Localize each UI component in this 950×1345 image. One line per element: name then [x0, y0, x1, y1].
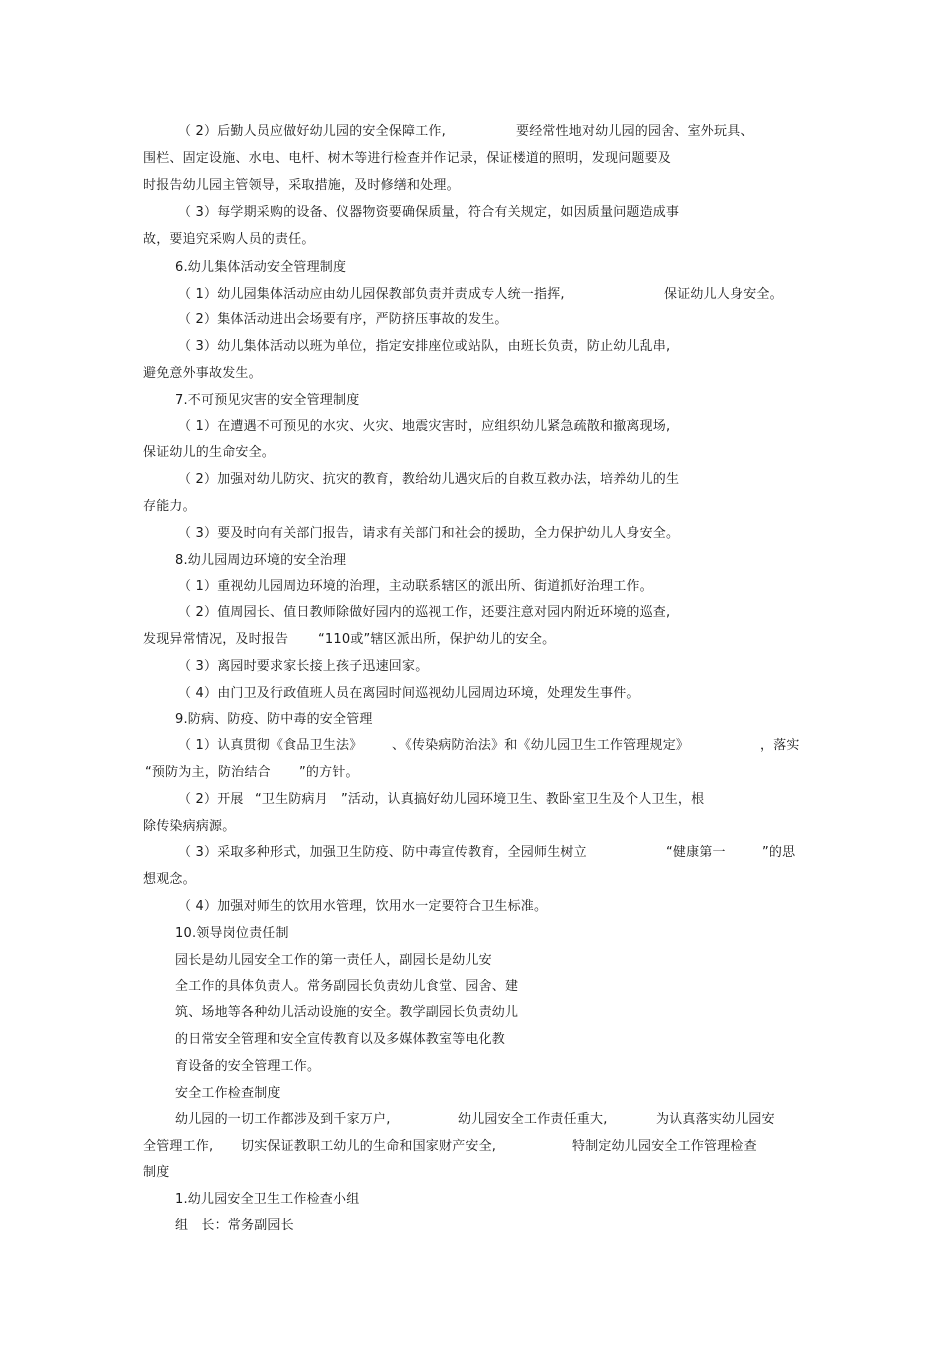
- text-line: [178, 844, 587, 862]
- text-segment: “110或”辖区派出所，保护幼儿的安全。: [318, 632, 556, 647]
- text-line: [143, 1138, 213, 1156]
- text-line: [143, 498, 196, 516]
- text-segment: 切实保证教职工幼儿的生命和国家财产安全,: [241, 1139, 497, 1154]
- text-segment: 存能力。: [143, 499, 196, 514]
- text-segment: （ 3）采取多种形式，加强卫生防疫、防中毒宣传教育，全园师生树立: [178, 845, 587, 860]
- text-segment: 制度: [143, 1165, 170, 1180]
- text-line: [143, 871, 196, 889]
- text-segment: 9.防病、防疫、防中毒的安全管理: [175, 712, 373, 727]
- text-segment: （ 1）幼儿园集体活动应由幼儿园保教部负责并责成专人统一指挥,: [178, 287, 565, 302]
- text-line: [175, 1217, 294, 1235]
- text-line: [143, 150, 671, 168]
- text-line: [178, 525, 679, 543]
- text-line: [178, 471, 679, 489]
- text-line: [178, 685, 640, 703]
- text-segment: 1.幼儿园安全卫生工作检查小组: [175, 1192, 360, 1207]
- text-segment: （ 3）每学期采购的设备、仪器物资要确保质量，符合有关规定，如因质量问题造成事: [178, 205, 680, 220]
- text-line: [762, 844, 795, 862]
- text-segment: 时报告幼儿园主管领导，采取措施，及时修缮和处理。: [143, 178, 460, 193]
- text-segment: 园长是幼儿园安全工作的第一责任人，副园长是幼儿安: [175, 953, 492, 968]
- text-segment: （ 2）值周园长、值日教师除做好园内的巡视工作，还要注意对园内附近环境的巡查,: [178, 605, 671, 620]
- text-line: [143, 177, 460, 195]
- text-segment: ，落实: [760, 738, 800, 753]
- text-segment: 组 长：常务副园长: [175, 1218, 294, 1233]
- text-line: [241, 1138, 496, 1156]
- text-line: [178, 418, 670, 436]
- text-segment: 8.幼儿园周边环境的安全治理: [175, 553, 347, 568]
- text-segment: 全工作的具体负责人。常务副园长负责幼儿食堂、园舍、建: [175, 979, 519, 994]
- section-heading: [175, 925, 289, 943]
- text-line: [178, 338, 670, 356]
- text-line: [516, 123, 754, 141]
- section-heading: [175, 392, 359, 410]
- text-segment: 筑、场地等各种幼儿活动设施的安全。教学副园长负责幼儿: [175, 1005, 519, 1020]
- section-heading: [175, 1191, 359, 1209]
- text-segment: 幼儿园安全工作责任重大,: [458, 1112, 608, 1127]
- text-segment: 特制定幼儿园安全工作管理检查: [572, 1139, 757, 1154]
- text-segment: 幼儿园的一切工作都涉及到千家万户,: [175, 1112, 391, 1127]
- section-heading: [175, 711, 373, 729]
- text-line: [178, 898, 547, 916]
- text-line: [175, 1058, 320, 1076]
- text-line: [656, 1111, 775, 1129]
- text-line: [178, 286, 565, 304]
- text-line: [143, 631, 288, 649]
- text-segment: （ 2）后勤人员应做好幼儿园的安全保障工作,: [178, 124, 446, 139]
- text-segment: “卫生防病月: [255, 792, 328, 807]
- text-segment: ”的方针。: [299, 765, 359, 780]
- text-segment: （ 1）认真贯彻《食品卫生法》: [178, 738, 363, 753]
- text-line: [145, 764, 271, 782]
- text-segment: （ 3）要及时向有关部门报告，请求有关部门和社会的援助，全力保护幼儿人身安全。: [178, 526, 680, 541]
- text-line: [178, 311, 508, 329]
- text-line: [760, 737, 800, 755]
- text-segment: ”的思: [762, 845, 796, 860]
- text-segment: 6.幼儿集体活动安全管理制度: [175, 260, 347, 275]
- text-line: [175, 1031, 505, 1049]
- text-segment: （ 2）加强对幼儿防灾、抗灾的教育，教给幼儿遇灾后的自救互救办法，培养幼儿的生: [178, 472, 680, 487]
- text-line: [572, 1138, 757, 1156]
- text-line: [318, 631, 555, 649]
- text-line: [175, 952, 492, 970]
- text-line: [175, 978, 518, 996]
- text-line: [178, 604, 670, 622]
- text-line: [178, 578, 653, 596]
- text-line: [143, 818, 235, 836]
- text-segment: 发现异常情况，及时报告: [143, 632, 289, 647]
- text-line: [178, 791, 244, 809]
- text-line: [175, 1111, 391, 1129]
- text-segment: 保证幼儿的生命安全。: [143, 445, 276, 460]
- text-segment: 故，要追究采购人员的责任。: [143, 232, 315, 247]
- text-line: [143, 1164, 169, 1182]
- text-segment: （ 1）在遭遇不可预见的水灾、火灾、地震灾害时，应组织幼儿紧急疏散和撤离现场,: [178, 419, 671, 434]
- text-line: [255, 791, 328, 809]
- text-segment: “预防为主，防治结合: [145, 765, 271, 780]
- text-segment: 为认真落实幼儿园安: [656, 1112, 775, 1127]
- section-heading: [175, 1085, 281, 1103]
- text-segment: （ 3）离园时要求家长接上孩子迅速回家。: [178, 659, 429, 674]
- text-segment: 的日常安全管理和安全宣传教育以及多媒体教室等电化教: [175, 1032, 506, 1047]
- text-line: [666, 844, 726, 862]
- text-segment: 要经常性地对幼儿园的园舍、室外玩具、: [516, 124, 754, 139]
- text-segment: 除传染病病源。: [143, 819, 236, 834]
- text-line: [178, 737, 362, 755]
- text-line: [299, 764, 359, 782]
- text-line: [178, 658, 428, 676]
- text-segment: 、《传染病防治法》和《幼儿园卫生工作管理规定》: [392, 738, 690, 753]
- text-line: [178, 123, 446, 141]
- text-segment: 避免意外事故发生。: [143, 366, 262, 381]
- text-line: [178, 204, 679, 222]
- text-segment: 10.领导岗位责任制: [175, 926, 289, 941]
- text-segment: 育设备的安全管理工作。: [175, 1059, 321, 1074]
- text-segment: （ 4）由门卫及行政值班人员在离园时间巡视幼儿园周边环境，处理发生事件。: [178, 686, 640, 701]
- section-heading: [175, 552, 346, 570]
- text-line: [458, 1111, 608, 1129]
- text-line: [143, 444, 275, 462]
- text-segment: ”活动，认真搞好幼儿园环境卫生、教卧室卫生及个人卫生，根: [341, 792, 705, 807]
- text-segment: 7.不可预见灾害的安全管理制度: [175, 393, 360, 408]
- text-line: [664, 286, 783, 304]
- text-segment: “健康第一: [666, 845, 726, 860]
- text-segment: 保证幼儿人身安全。: [664, 287, 783, 302]
- text-segment: （ 3）幼儿集体活动以班为单位，指定安排座位或站队，由班长负责，防止幼儿乱串,: [178, 339, 671, 354]
- text-segment: 安全工作检查制度: [175, 1086, 281, 1101]
- text-line: [341, 791, 704, 809]
- text-line: [392, 737, 689, 755]
- text-segment: （ 4）加强对师生的饮用水管理，饮用水一定要符合卫生标准。: [178, 899, 548, 914]
- text-segment: （ 2）集体活动进出会场要有序，严防挤压事故的发生。: [178, 312, 508, 327]
- text-segment: 围栏、固定设施、水电、电杆、树木等进行检查并作记录，保证楼道的照明，发现问题要及: [143, 151, 672, 166]
- text-line: [143, 231, 315, 249]
- text-segment: 全管理工作,: [143, 1139, 214, 1154]
- text-segment: 想观念。: [143, 872, 196, 887]
- text-line: [143, 365, 262, 383]
- text-segment: （ 1）重视幼儿园周边环境的治理，主动联系辖区的派出所、街道抓好治理工作。: [178, 579, 653, 594]
- text-line: [175, 1004, 518, 1022]
- text-segment: （ 2）开展: [178, 792, 244, 807]
- section-heading: [175, 259, 346, 277]
